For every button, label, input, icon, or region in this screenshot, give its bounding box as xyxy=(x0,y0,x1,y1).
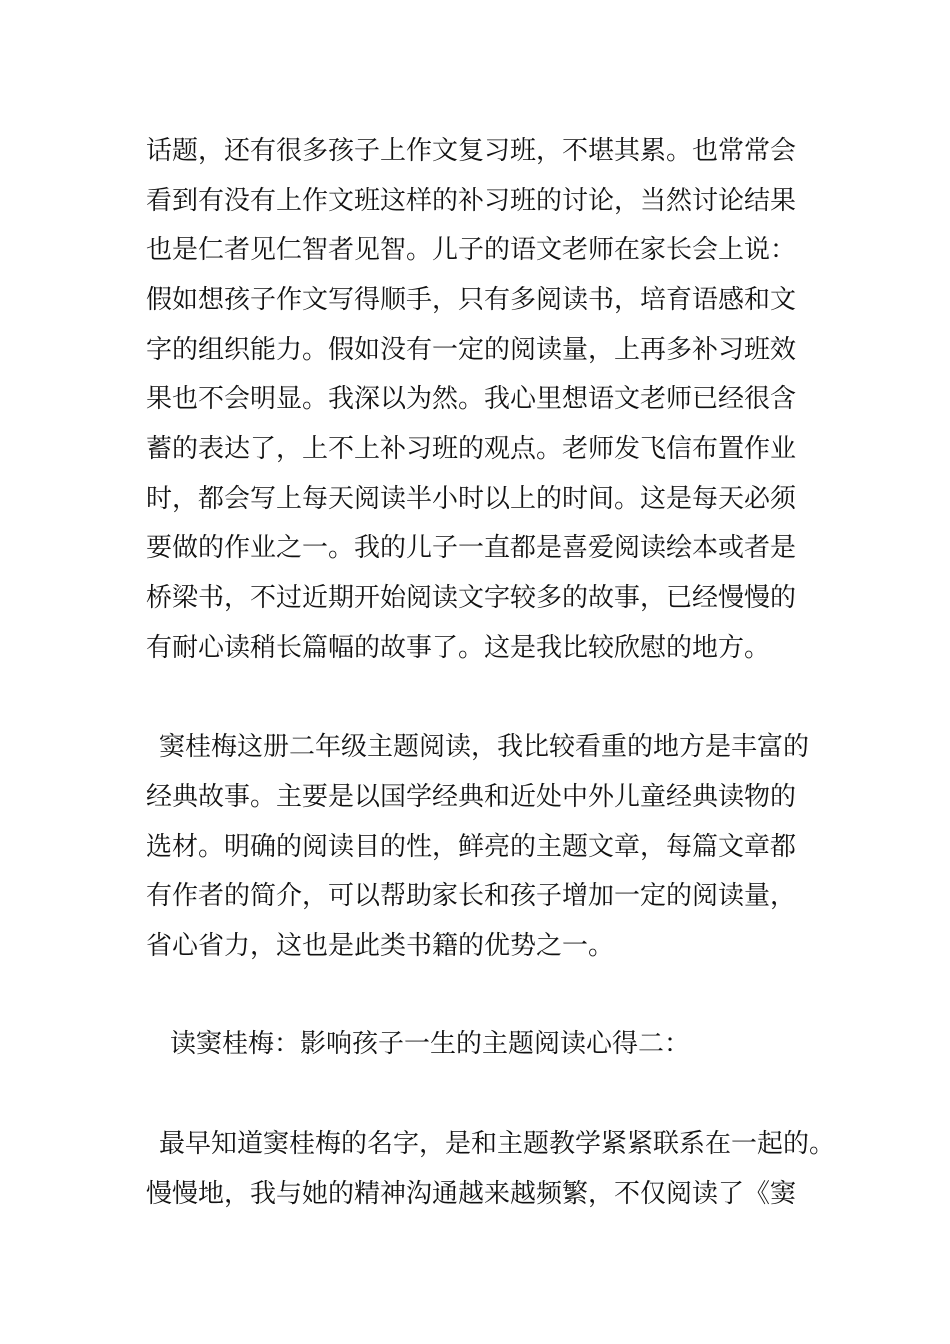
paragraph-2-line-1: 窦桂梅这册二年级主题阅读，我比较看重的地方是丰富的 xyxy=(159,732,810,762)
paragraph-2-line-5: 省心省力，这也是此类书籍的优势之一。 xyxy=(146,931,615,961)
paragraph-2-line-2: 经典故事。主要是以国学经典和近处中外儿童经典读物的 xyxy=(146,782,797,812)
paragraph-1-line-2: 看到有没有上作文班这样的补习班的讨论，当然讨论结果 xyxy=(146,186,797,216)
paragraph-2-line-4: 有作者的简介，可以帮助家长和孩子增加一定的阅读量， xyxy=(146,881,797,911)
paragraph-2-line-3: 选材。明确的阅读目的性，鲜亮的主题文章，每篇文章都 xyxy=(146,832,797,862)
paragraph-3-line-2: 慢慢地，我与她的精神沟通越来越频繁，不仅阅读了《窦 xyxy=(146,1179,797,1209)
paragraph-1-line-7: 蓄的表达了，上不上补习班的观点。老师发飞信布置作业 xyxy=(146,434,797,464)
section-heading: 读窦桂梅：影响孩子一生的主题阅读心得二： xyxy=(170,1029,691,1059)
paragraph-1-line-3: 也是仁者见仁智者见智。儿子的语文老师在家长会上说： xyxy=(146,235,797,265)
paragraph-1-line-4: 假如想孩子作文写得顺手，只有多阅读书，培育语感和文 xyxy=(146,285,797,315)
paragraph-1-line-11: 有耐心读稍长篇幅的故事了。这是我比较欣慰的地方。 xyxy=(146,633,771,663)
paragraph-1-line-5: 字的组织能力。假如没有一定的阅读量，上再多补习班效 xyxy=(146,335,797,365)
paragraph-1-line-10: 桥梁书，不过近期开始阅读文字较多的故事，已经慢慢的 xyxy=(146,583,797,613)
paragraph-1-line-1: 话题，还有很多孩子上作文复习班，不堪其累。也常常会 xyxy=(146,136,797,166)
paragraph-1-line-8: 时，都会写上每天阅读半小时以上的时间。这是每天必须 xyxy=(146,484,797,514)
paragraph-3-line-1: 最早知道窦桂梅的名字，是和主题教学紧紧联系在一起的。 xyxy=(159,1129,836,1159)
paragraph-1-line-6: 果也不会明显。我深以为然。我心里想语文老师已经很含 xyxy=(146,384,797,414)
paragraph-1-line-9: 要做的作业之一。我的儿子一直都是喜爱阅读绘本或者是 xyxy=(146,533,797,563)
